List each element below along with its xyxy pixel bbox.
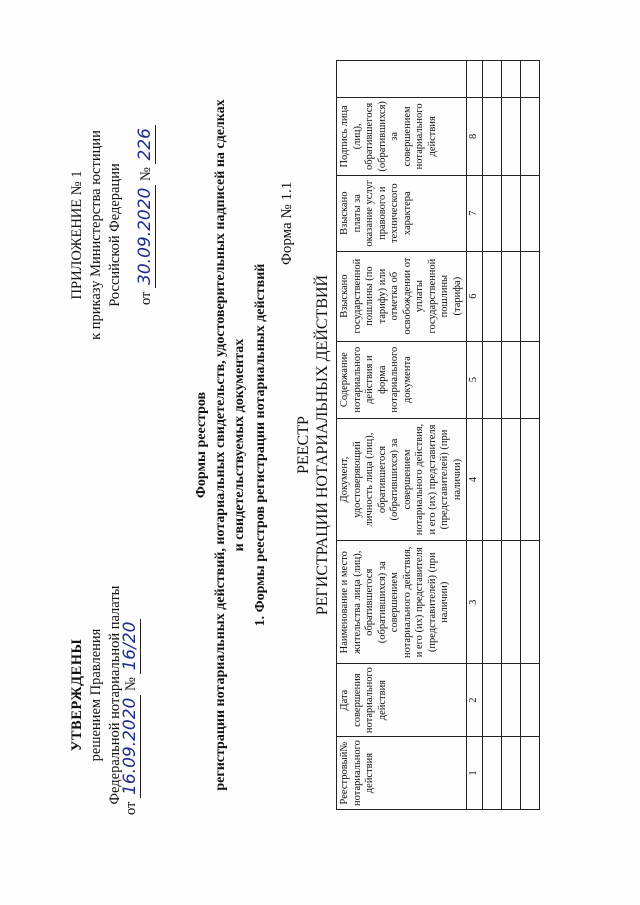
- table-cell: [482, 61, 501, 98]
- header-cell: Наименование и место жительства лица (лиц), обратившегося (обратившихся) за совершением нотариального действия, и его (их) представителя (представителей) (при наличии): [337, 541, 467, 664]
- table-cell: [501, 97, 520, 175]
- header-cell: Документ, удостоверяющий личность лица (лиц), обратившегося (обратившихся) за совершением нотариального действия, и его (их) представителя (представителей) (при наличии): [337, 418, 467, 541]
- forms-title-line-3: и свидетельствуемых документах: [232, 338, 247, 552]
- table-cell: [520, 97, 539, 175]
- table-cell: [501, 175, 520, 251]
- table-header-row: [337, 61, 467, 810]
- table-cell: [501, 664, 520, 737]
- column-number: 6: [467, 251, 483, 341]
- appendix-date-prefix: от: [138, 291, 154, 305]
- table-row: [520, 61, 539, 810]
- appendix-date-line: [135, 125, 155, 305]
- header-cell: Реестровый№ нотариального действия: [337, 737, 467, 810]
- section-title: 1. Формы реестров регистрации нотариальных действий: [253, 263, 268, 627]
- table-cell: [482, 664, 501, 737]
- appendix-block: [68, 85, 125, 385]
- column-number: 4: [467, 418, 483, 541]
- approval-number-handwritten: 16/20: [120, 619, 141, 674]
- header-cell: Дата совершения нотариального действия: [337, 664, 467, 737]
- table-cell: [482, 341, 501, 418]
- header-cell-empty: [337, 61, 467, 98]
- table-row: [501, 61, 520, 810]
- approval-date-line: [120, 619, 140, 815]
- table-cell: [482, 175, 501, 251]
- registry-title-main: РЕЕСТР: [295, 416, 312, 474]
- column-number: 1: [467, 737, 483, 810]
- header-cell: Подпись лица (лиц), обратившегося (обратившихся) за совершением нотариального действия: [337, 97, 467, 175]
- column-number: 3: [467, 541, 483, 664]
- forms-title: [192, 85, 249, 805]
- table-cell: [482, 251, 501, 341]
- appendix-number-handwritten: 226: [135, 125, 156, 163]
- header-cell: Взыскано платы за оказание услуг правового и технического характера: [337, 175, 467, 251]
- column-number: 8: [467, 97, 483, 175]
- column-number: 2: [467, 664, 483, 737]
- approval-line-2: решением Правления: [88, 628, 104, 762]
- table-cell: [482, 541, 501, 664]
- table-cell: [482, 737, 501, 810]
- forms-title-line-2: регистрации нотариальных действий, нотариальных свидетельств, удостоверительных надписей на сделках: [213, 99, 228, 791]
- table-cell: [520, 418, 539, 541]
- approval-date-prefix: от: [123, 801, 139, 815]
- registry-table: [336, 60, 540, 810]
- table-cell: [520, 61, 539, 98]
- table-cell: [482, 97, 501, 175]
- approval-line-3: Федеральной нотариальной палаты: [107, 585, 123, 805]
- table-cell: [482, 418, 501, 541]
- table-cell: [520, 175, 539, 251]
- table-cell: [520, 541, 539, 664]
- column-number: 5: [467, 341, 483, 418]
- registry-title: [294, 185, 332, 705]
- table-row: [482, 61, 501, 810]
- table-cell: [501, 251, 520, 341]
- table-cell: [501, 418, 520, 541]
- forms-title-line-1: Формы реестров: [194, 391, 209, 499]
- table-cell: [520, 341, 539, 418]
- table-number-row: [467, 61, 483, 810]
- table-cell: [520, 664, 539, 737]
- approval-number-prefix: №: [123, 677, 139, 691]
- column-number-empty: [467, 61, 483, 98]
- table-cell: [501, 541, 520, 664]
- registry-title-sub: РЕГИСТРАЦИИ НОТАРИАЛЬНЫХ ДЕЙСТВИЙ: [314, 274, 331, 616]
- table-cell: [501, 737, 520, 810]
- appendix-line-3: Российской Федерации: [107, 163, 123, 307]
- header-cell: Взыскано государственной пошлины (по тарифу) или отметка об освобождении от уплаты государственной пошлины (тарифа): [337, 251, 467, 341]
- approval-title: УТВЕРЖДЕНЫ: [69, 638, 85, 752]
- approval-block: [68, 530, 125, 860]
- header-cell: Содержание нотариального действия и форма нотариального документа: [337, 341, 467, 418]
- table-cell: [520, 251, 539, 341]
- appendix-title: ПРИЛОЖЕНИЕ № 1: [69, 170, 85, 300]
- column-number: 7: [467, 175, 483, 251]
- appendix-line-2: к приказу Министерства юстиции: [88, 130, 104, 340]
- form-number: Форма № 1.1: [279, 181, 295, 265]
- appendix-date-handwritten: 30.09.2020: [135, 185, 156, 288]
- approval-date-handwritten: 16.09.2020: [120, 695, 141, 798]
- table-cell: [501, 341, 520, 418]
- appendix-number-prefix: №: [138, 167, 154, 181]
- table-cell: [501, 61, 520, 98]
- table-cell: [520, 737, 539, 810]
